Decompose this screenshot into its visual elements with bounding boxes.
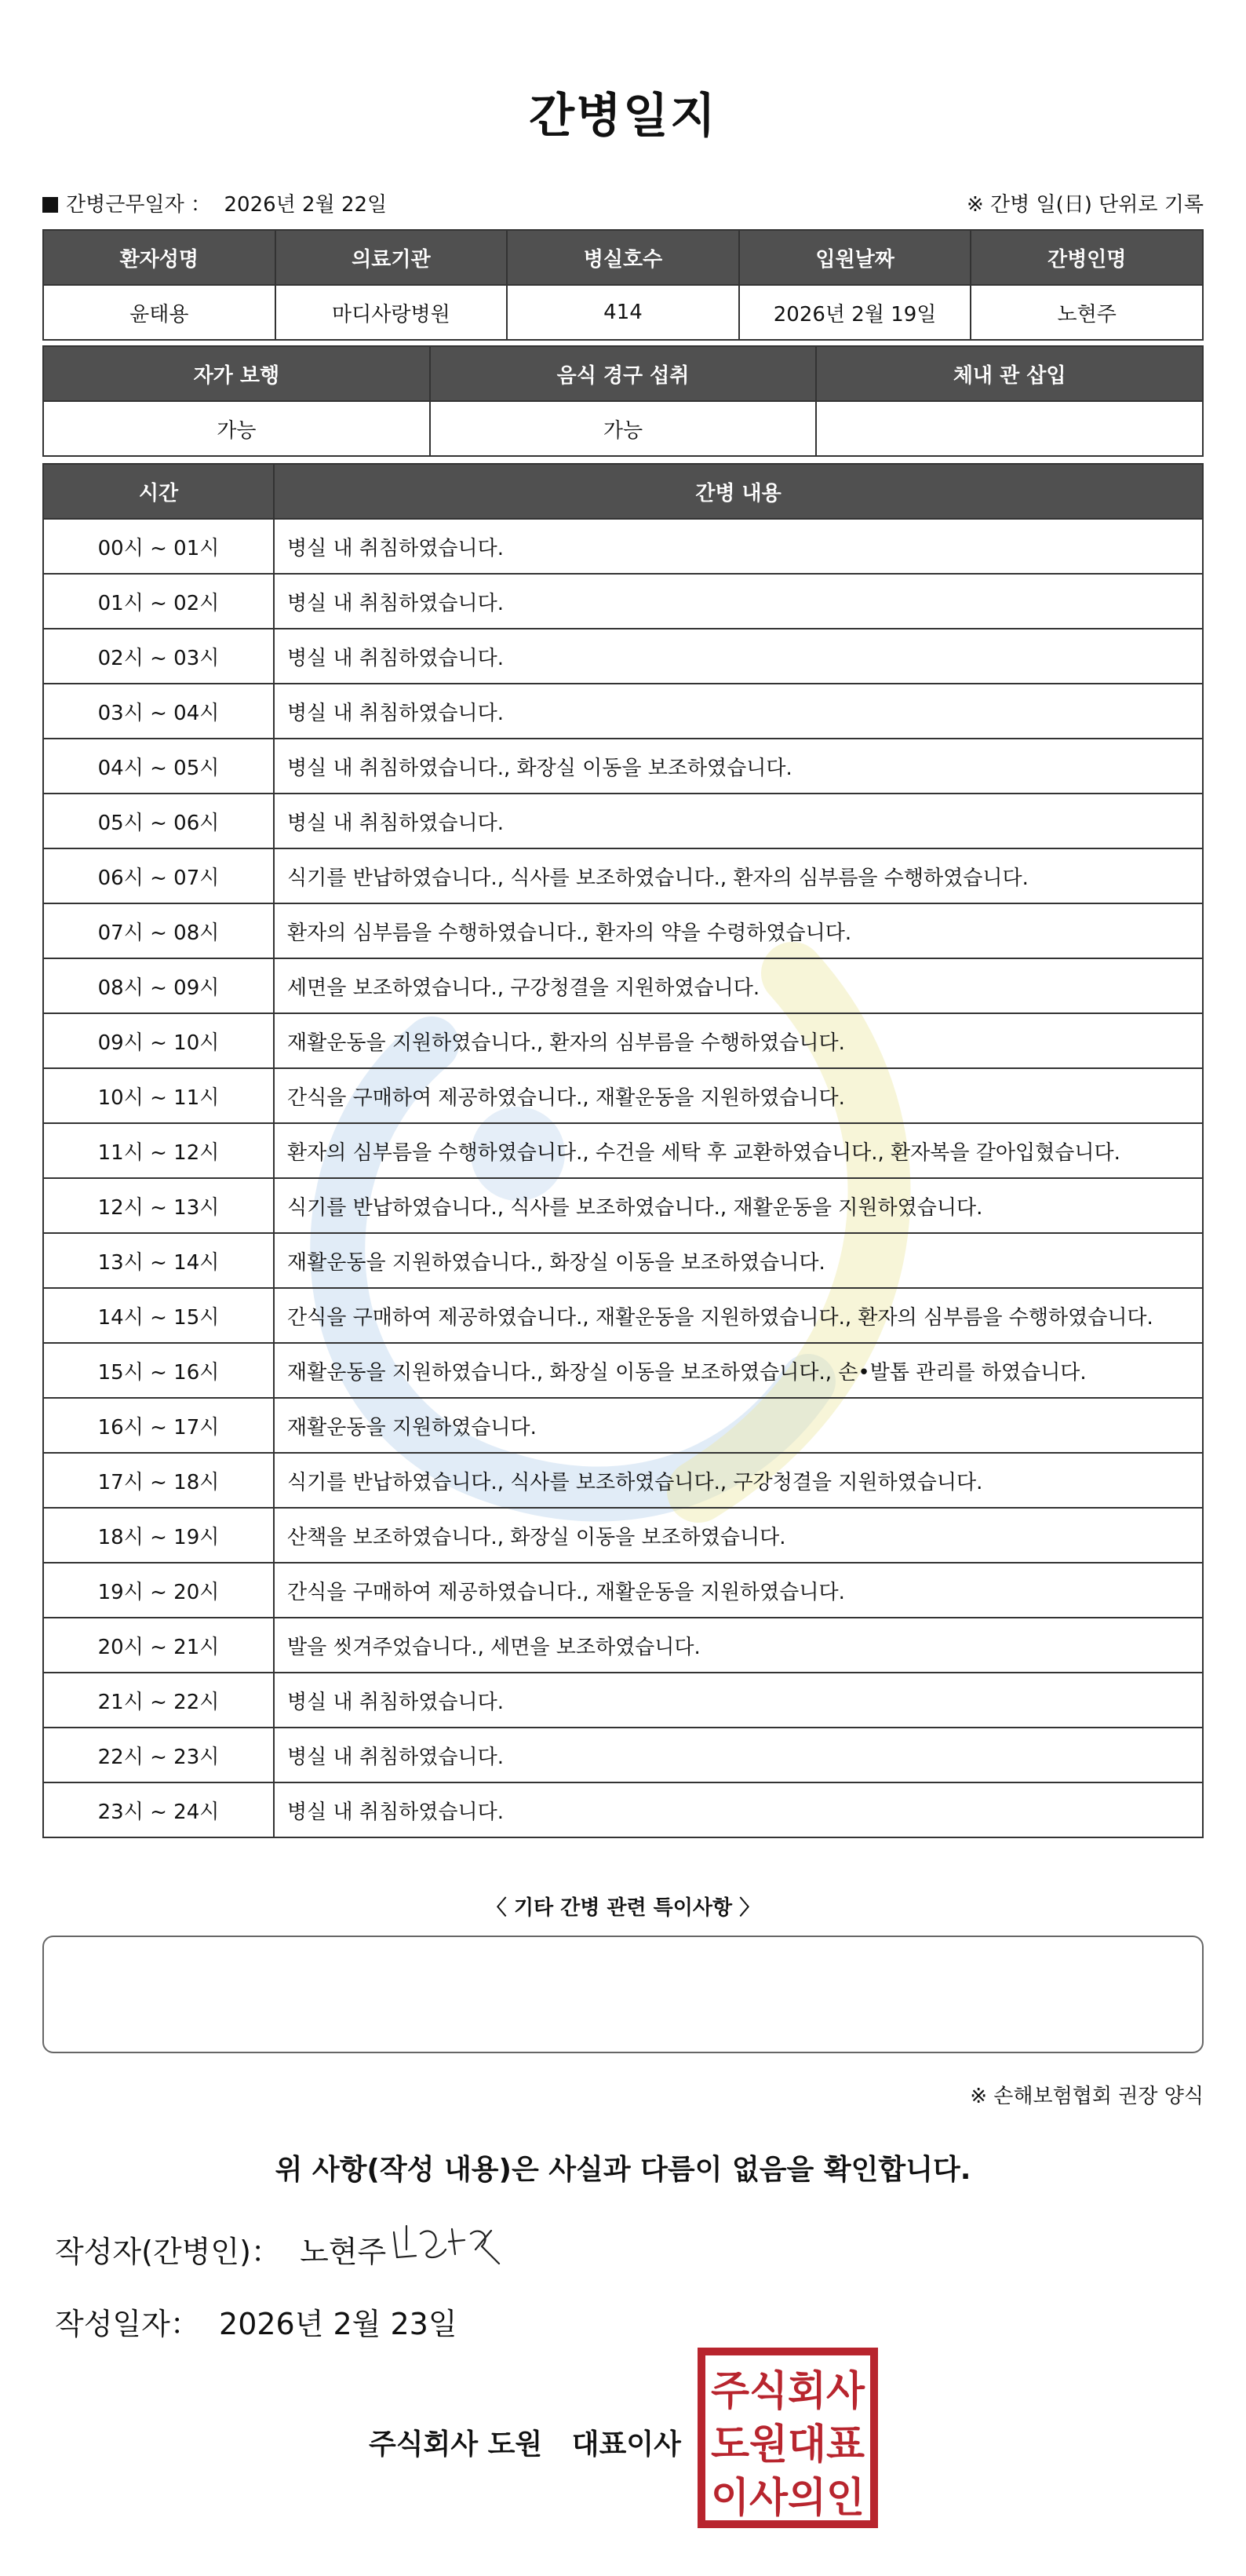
care-content: 병실 내 취침하였습니다., 화장실 이동을 보조하였습니다. [274,739,1203,794]
care-content: 간식을 구매하여 제공하였습니다., 재활운동을 지원하였습니다. [274,1563,1203,1618]
written-date-value: 2026년 2월 23일 [219,2307,457,2341]
care-content: 병실 내 취침하였습니다. [274,1673,1203,1728]
care-content: 병실 내 취침하였습니다. [274,574,1203,629]
table-row [43,903,1203,958]
company-seal-stamp [697,2347,879,2529]
table-row [43,958,1203,1013]
seal-line-1: 주식회사 [711,2368,865,2415]
patient-name: 윤태용 [43,285,275,340]
header-caregiver-name: 간병인명 [971,230,1203,285]
care-log-table [42,463,1204,1838]
time-slot: 17시 ~ 18시 [43,1453,274,1508]
time-slot: 12시 ~ 13시 [43,1178,274,1233]
table-row [43,1728,1203,1782]
time-slot: 07시 ~ 08시 [43,903,274,958]
table-row [43,1618,1203,1673]
time-slot: 09시 ~ 10시 [43,1013,274,1068]
patient-status-table [42,345,1204,457]
header-room-number: 병실호수 [507,230,739,285]
time-slot: 14시 ~ 15시 [43,1288,274,1343]
time-slot: 03시 ~ 04시 [43,684,274,739]
table-row [43,1508,1203,1563]
caregiver-name: 노현주 [971,285,1203,340]
document-title: 간병일지 [529,89,717,144]
header-tube-insertion: 체내 관 삽입 [816,346,1203,401]
time-slot: 10시 ~ 11시 [43,1068,274,1123]
table-row [43,1398,1203,1453]
time-slot: 18시 ~ 19시 [43,1508,274,1563]
care-content: 병실 내 취침하였습니다. [274,684,1203,739]
work-date-value: 2026년 2월 22일 [224,193,388,217]
time-slot: 15시 ~ 16시 [43,1343,274,1398]
remarks-box [42,1936,1204,2053]
care-content: 병실 내 취침하였습니다. [274,629,1203,684]
table-row [43,848,1203,903]
care-content: 간식을 구매하여 제공하였습니다., 재활운동을 지원하였습니다. [274,1068,1203,1123]
time-slot: 19시 ~ 20시 [43,1563,274,1618]
square-bullet-icon [42,197,58,213]
tube-insertion [816,401,1203,456]
header-patient-name: 환자성명 [43,230,275,285]
admission-date: 2026년 2월 19일 [739,285,971,340]
oral-intake: 가능 [430,401,817,456]
care-content: 병실 내 취침하였습니다. [274,794,1203,848]
table-row [43,1233,1203,1288]
table-row [43,1782,1203,1837]
header-admission-date: 입원날짜 [739,230,971,285]
header-care-content: 간병 내용 [274,464,1203,519]
care-content: 식기를 반납하였습니다., 식사를 보조하였습니다., 구강청결을 지원하였습니다. [274,1453,1203,1508]
care-content: 재활운동을 지원하였습니다., 화장실 이동을 보조하였습니다. [274,1233,1203,1288]
time-slot: 08시 ~ 09시 [43,958,274,1013]
care-content: 재활운동을 지원하였습니다., 환자의 심부름을 수행하였습니다. [274,1013,1203,1068]
care-content: 재활운동을 지원하였습니다., 화장실 이동을 보조하였습니다., 손•발톱 관리를 하였습니다. [274,1343,1203,1398]
table-row [43,684,1203,739]
time-slot: 21시 ~ 22시 [43,1673,274,1728]
record-unit-note: ※ 간병 일(日) 단위로 기록 [966,193,1204,217]
table-row [43,794,1203,848]
care-content: 세면을 보조하였습니다., 구강청결을 지원하였습니다. [274,958,1203,1013]
time-slot: 06시 ~ 07시 [43,848,274,903]
remarks-title: 〈 기타 간병 관련 특이사항 〉 [486,1896,760,1920]
time-slot: 05시 ~ 06시 [43,794,274,848]
time-slot: 11시 ~ 12시 [43,1123,274,1178]
seal-line-2: 도원대표 [711,2421,865,2468]
table-row [43,1013,1203,1068]
confirmation-statement: 위 사항(작성 내용)은 사실과 다름이 없음을 확인합니다. [275,2154,971,2186]
table-row [43,1343,1203,1398]
table-row [43,1453,1203,1508]
time-slot: 00시 ~ 01시 [43,519,274,574]
hospital: 마디사랑병원 [275,285,508,340]
care-content: 식기를 반납하였습니다., 식사를 보조하였습니다., 재활운동을 지원하였습니다. [274,1178,1203,1233]
table-row [43,1288,1203,1343]
table-row [43,629,1203,684]
table-row [43,1123,1203,1178]
seal-line-3: 이사의인 [711,2475,865,2522]
care-content: 발을 씻겨주었습니다., 세면을 보조하였습니다. [274,1618,1203,1673]
work-date [42,188,387,217]
header-time: 시간 [43,464,274,519]
room-number: 414 [507,285,739,340]
header-self-walking: 자가 보행 [43,346,430,401]
care-content: 재활운동을 지원하였습니다. [274,1398,1203,1453]
time-slot: 04시 ~ 05시 [43,739,274,794]
care-content: 병실 내 취침하였습니다. [274,1728,1203,1782]
self-walking: 가능 [43,401,430,456]
time-slot: 16시 ~ 17시 [43,1398,274,1453]
time-slot: 02시 ~ 03시 [43,629,274,684]
author-label: 작성자(간병인)： [55,2235,281,2269]
table-row [43,1563,1203,1618]
care-content: 산책을 보조하였습니다., 화장실 이동을 보조하였습니다. [274,1508,1203,1563]
care-content: 식기를 반납하였습니다., 식사를 보조하였습니다., 환자의 심부름을 수행하였습니다. [274,848,1203,903]
table-row [43,519,1203,574]
company-signature: 주식회사 도원 대표이사 [369,2428,681,2461]
header-hospital: 의료기관 [275,230,508,285]
patient-info-table [42,229,1204,341]
care-content: 간식을 구매하여 제공하였습니다., 재활운동을 지원하였습니다., 환자의 심부름을 수행하였습니다. [274,1288,1203,1343]
header-oral-intake: 음식 경구 섭취 [430,346,817,401]
care-content: 환자의 심부름을 수행하였습니다., 수건을 세탁 후 교환하였습니다., 환자복을 갈아입혔습니다. [274,1123,1203,1178]
written-date-label: 작성일자： [55,2307,200,2341]
care-content: 병실 내 취침하였습니다. [274,519,1203,574]
work-date-label: 간병근무일자 ： [66,193,211,217]
table-row [43,1068,1203,1123]
form-source-note: ※ 손해보험협회 권장 양식 [970,2085,1204,2108]
care-content: 병실 내 취침하였습니다. [274,1782,1203,1837]
time-slot: 20시 ~ 21시 [43,1618,274,1673]
time-slot: 01시 ~ 02시 [43,574,274,629]
care-log-body [43,519,1203,1837]
time-slot: 22시 ~ 23시 [43,1728,274,1782]
table-row [43,1673,1203,1728]
time-slot: 23시 ~ 24시 [43,1782,274,1837]
handwritten-signature [389,2218,507,2273]
time-slot: 13시 ~ 14시 [43,1233,274,1288]
written-date-line [55,2300,457,2343]
table-row [43,739,1203,794]
author-line [55,2228,386,2271]
care-content: 환자의 심부름을 수행하였습니다., 환자의 약을 수령하였습니다. [274,903,1203,958]
author-name: 노현주 [300,2235,387,2269]
table-row [43,574,1203,629]
table-row [43,1178,1203,1233]
